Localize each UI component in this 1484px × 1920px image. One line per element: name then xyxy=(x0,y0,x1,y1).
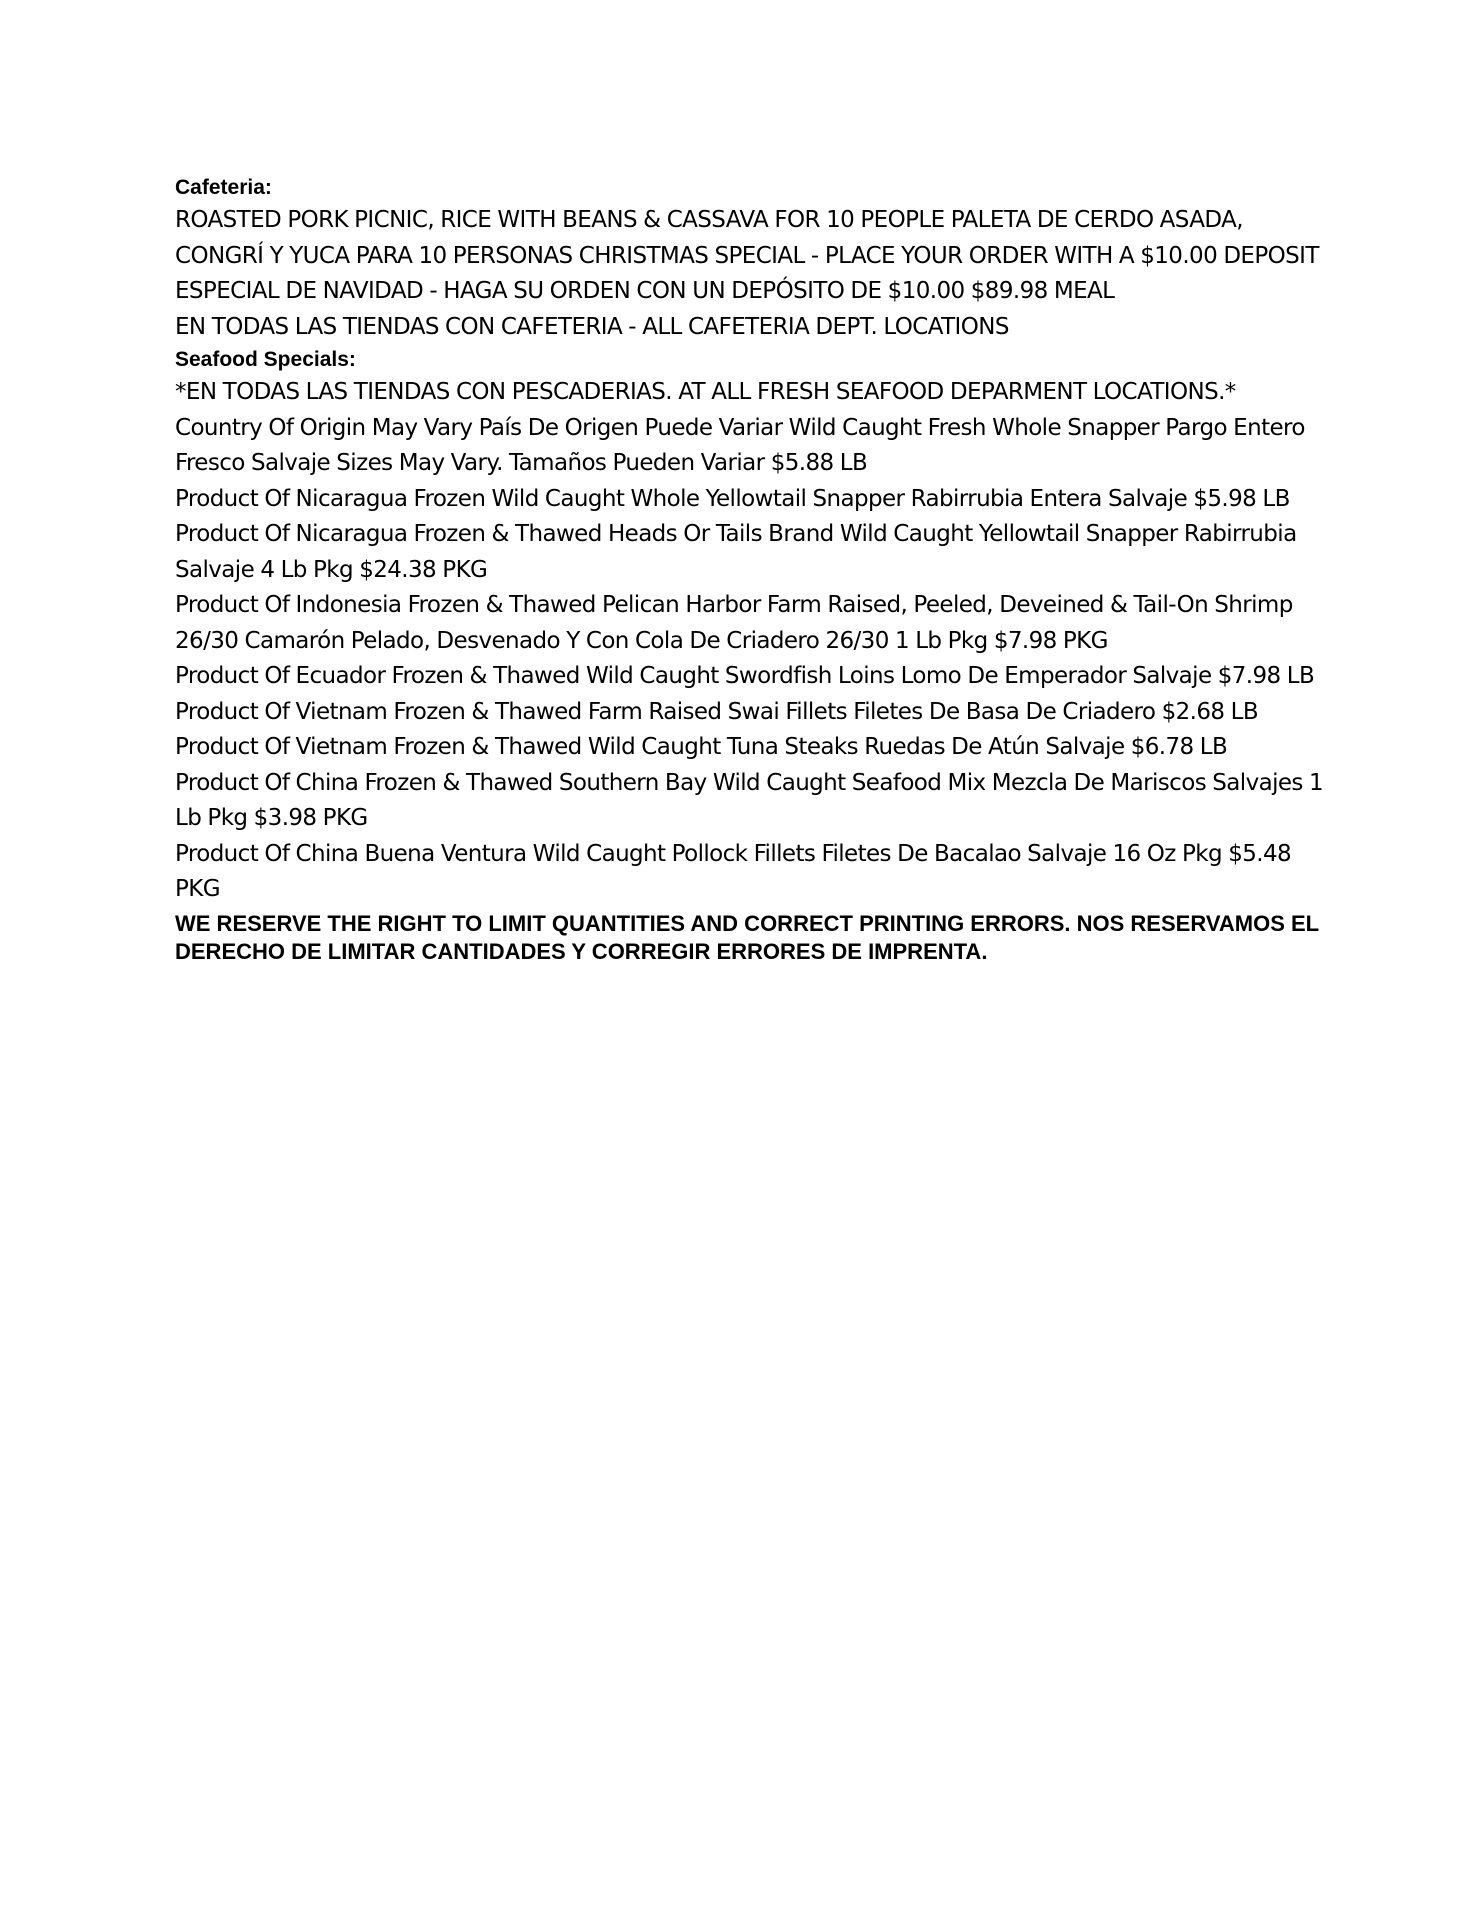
seafood-item: Product Of Vietnam Frozen & Thawed Wild Caught Tuna Steaks Ruedas De Atún Salvaje $6.78 LB xyxy=(175,734,1228,760)
seafood-item: Product Of Nicaragua Frozen Wild Caught Whole Yellowtail Snapper Rabirrubia Entera Salvaje $5.98 LB xyxy=(175,485,1290,512)
seafood-item: Country Of Origin May Vary País De Origen Puede Variar Wild Caught Fresh Whole Snapper Pargo Entero Fresco Salvaje Sizes May Vary. Tamaños Pueden Variar $5.88 LB xyxy=(175,414,1305,476)
seafood-locations-note: *EN TODAS LAS TIENDAS CON PESCADERIAS. AT ALL FRESH SEAFOOD DEPARMENT LOCATIONS.* xyxy=(175,379,1236,405)
cafeteria-item: ROASTED PORK PICNIC, RICE WITH BEANS & CASSAVA FOR 10 PEOPLE PALETA DE CERDO ASADA, CONGRÍ Y YUCA PARA 10 PERSONAS CHRISTMAS SPECIAL - PLACE YOUR ORDER WITH A $10.00 DEPOSIT ESPECIAL DE NAVIDAD - HAGA SU ORDEN CON UN DEPÓSITO DE $10.00 $89.98 MEAL xyxy=(175,207,1319,304)
cafeteria-locations: EN TODAS LAS TIENDAS CON CAFETERIA - ALL CAFETERIA DEPT. LOCATIONS xyxy=(175,313,1009,340)
seafood-item: Product Of Nicaragua Frozen & Thawed Heads Or Tails Brand Wild Caught Yellowtail Snapper Rabirrubia Salvaje 4 Lb Pkg $24.38 PKG xyxy=(175,521,1297,583)
seafood-item: Product Of China Frozen & Thawed Southern Bay Wild Caught Seafood Mix Mezcla De Mariscos Salvajes 1 Lb Pkg $3.98 PKG xyxy=(175,769,1324,831)
seafood-item: Product Of Ecuador Frozen & Thawed Wild Caught Swordfish Loins Lomo De Emperador Salvaje $7.98 LB xyxy=(175,663,1315,689)
disclaimer-text: WE RESERVE THE RIGHT TO LIMIT QUANTITIES AND CORRECT PRINTING ERRORS. NOS RESERVAMOS EL DERECHO DE LIMITAR CANTIDADES Y CORREGIR ERRORES DE IMPRENTA. xyxy=(175,910,1319,964)
seafood-item: Product Of China Buena Ventura Wild Caught Pollock Fillets Filetes De Bacalao Salvaje 16 Oz Pkg $5.48 PKG xyxy=(175,840,1292,902)
cafeteria-heading: Cafeteria: xyxy=(175,176,272,199)
seafood-section xyxy=(175,345,1325,908)
cafeteria-section xyxy=(175,173,1325,345)
seafood-item: Product Of Vietnam Frozen & Thawed Farm Raised Swai Fillets Filetes De Basa De Criadero $2.68 LB xyxy=(175,698,1259,725)
seafood-item: Product Of Indonesia Frozen & Thawed Pelican Harbor Farm Raised, Peeled, Deveined & Tail-On Shrimp 26/30 Camarón Pelado, Desvenado Y Con Cola De Criadero 26/30 1 Lb Pkg $7.98 PKG xyxy=(175,592,1293,654)
document-page xyxy=(175,173,1325,966)
seafood-heading: Seafood Specials: xyxy=(175,348,356,371)
